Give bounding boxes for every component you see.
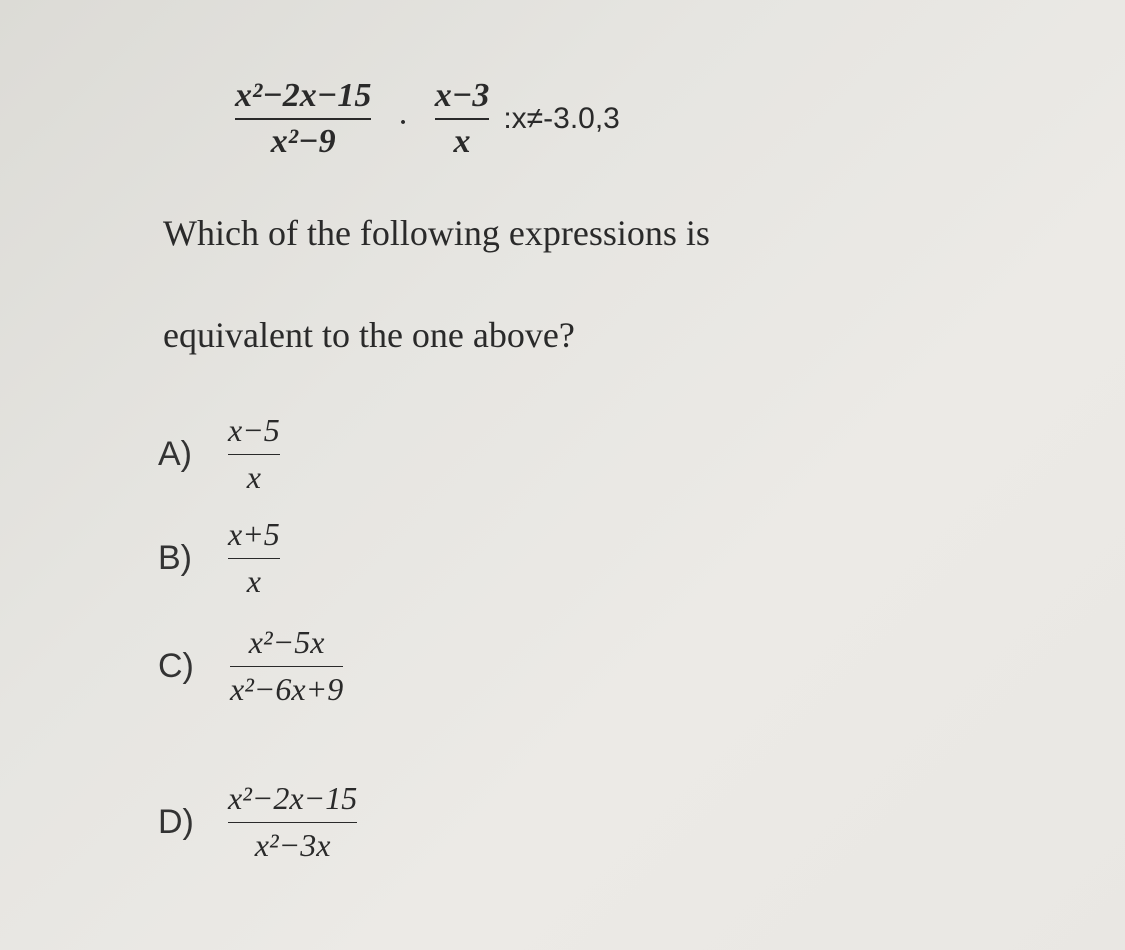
option-a[interactable]	[158, 414, 280, 495]
left-denominator: x²−9	[270, 122, 336, 160]
option-b-denominator: x	[246, 563, 261, 600]
option-c-numerator: x²−5x	[248, 624, 325, 660]
option-letter: B)	[158, 538, 192, 577]
option-d-denominator: x²−3x	[254, 827, 331, 864]
fraction-bar	[228, 822, 357, 824]
left-fraction	[235, 78, 371, 159]
right-numerator: x−3	[434, 77, 490, 114]
option-a-denominator: x	[246, 459, 261, 496]
option-letter: C)	[158, 646, 194, 685]
multiply-operator: ·	[397, 103, 409, 141]
option-b[interactable]	[158, 518, 280, 599]
option-c-denominator: x²−6x+9	[230, 671, 344, 708]
option-b-numerator: x+5	[228, 516, 280, 552]
option-letter: D)	[158, 802, 194, 841]
right-fraction	[435, 78, 490, 159]
option-a-numerator: x−5	[228, 412, 280, 448]
option-d-numerator: x²−2x−15	[228, 780, 358, 816]
option-letter: A)	[158, 434, 192, 473]
option-c-fraction	[218, 626, 355, 707]
left-numerator: x²−2x−15	[235, 77, 372, 114]
fraction-bar	[228, 558, 280, 560]
question-line-2: equivalent to the one above?	[163, 315, 575, 355]
given-expression	[235, 78, 620, 159]
option-c[interactable]	[158, 626, 355, 707]
option-b-fraction	[228, 518, 280, 599]
option-a-fraction	[228, 414, 280, 495]
question-line-1: Which of the following expressions is	[163, 213, 710, 253]
domain-condition: :x≠-3.0,3	[503, 101, 620, 135]
fraction-bar	[435, 118, 490, 120]
option-d[interactable]	[158, 782, 367, 863]
fraction-bar	[228, 454, 280, 456]
fraction-bar	[230, 666, 343, 668]
option-d-fraction	[218, 782, 367, 863]
right-denominator: x	[453, 122, 471, 160]
fraction-bar	[235, 118, 371, 120]
